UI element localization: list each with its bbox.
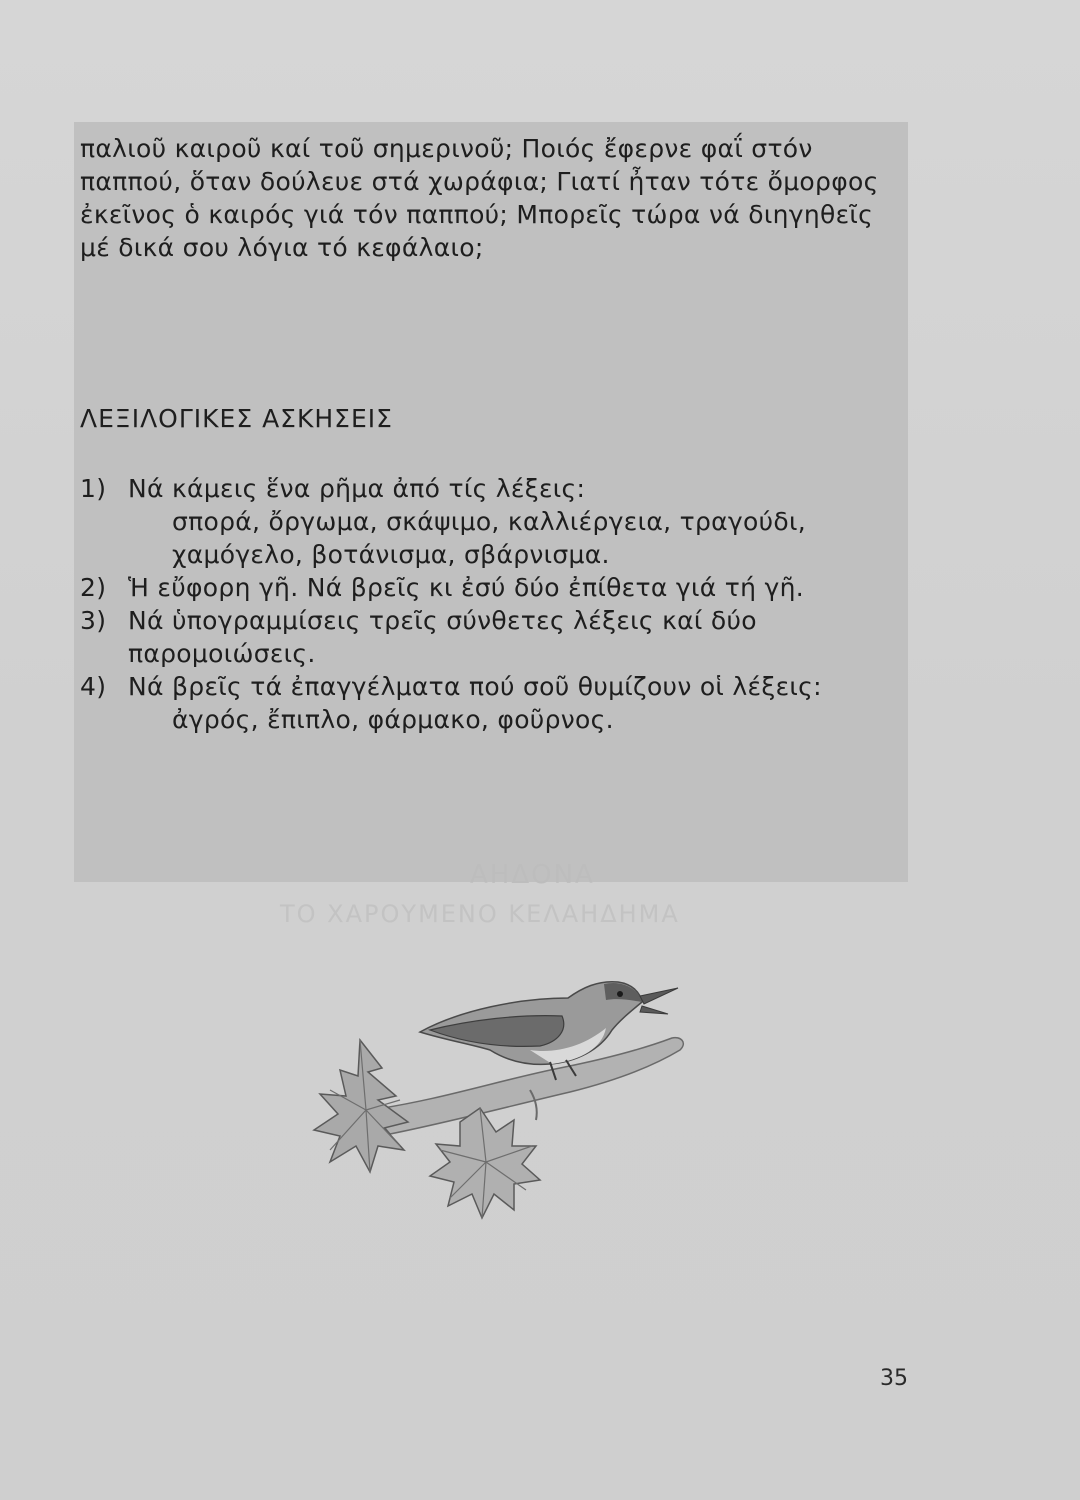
exercise-item [80,472,910,571]
bleed-through-subtitle: ΤΟ ΧΑΡΟΥΜΕΝΟ ΚΕΛΑΗΔΗΜΑ [280,900,680,928]
exercise-list [80,472,910,736]
intro-paragraph: παλιοῦ καιροῦ καί τοῦ σημερινοῦ; Ποιός ἔφερνε φαΐ στόν παππού, ὅταν δούλευε στά χωράφια; Γιατί ἦταν τότε ὄμορφος ἐκεῖνος ὁ καιρός γιά τόν παππού; Μπορεῖς τώρα νά διηγηθεῖς μέ δικά σου λόγια τό κεφάλαιο; [80,134,879,262]
section-title: ΛΕΞΙΛΟΓΙΚΕΣ ΑΣΚΗΣΕΙΣ [80,404,393,433]
exercise-item [80,604,910,670]
exercise-item [80,670,910,736]
exercise-detail: ἀγρός, ἔπιπλο, φάρμακο, φοῦρνος. [172,705,614,734]
bird-on-branch-illustration [300,950,700,1230]
bird-beak-lower [640,1006,668,1014]
exercise-number: 4) [80,672,107,701]
bird-eye [617,991,623,997]
exercise-text: Ἡ εὔφορη γῆ. Νά βρεῖς κι ἐσύ δύο ἐπίθετα γιά τή γῆ. [128,573,804,602]
bird-head-shape [604,983,642,1002]
bleed-through-title: ΑΗΔΟΝΑ [470,860,595,890]
exercise-text: Νά ὑπογραμμίσεις τρεῖς σύνθετες λέξεις καί δύο παρομοιώσεις. [128,606,757,668]
exercise-text: Νά κάμεις ἕνα ρῆμα ἀπό τίς λέξεις: [128,474,586,503]
page-number: 35 [880,1366,908,1391]
exercise-item [80,571,910,604]
bird-beak-upper [640,988,678,1004]
exercise-detail: σπορά, ὄργωμα, σκάψιμο, καλλιέργεια, τραγούδι, χαμόγελο, βοτάνισμα, σβάρνισμα. [172,507,806,569]
exercise-number: 3) [80,606,107,635]
exercise-number: 1) [80,474,107,503]
exercise-text: Νά βρεῖς τά ἐπαγγέλματα πού σοῦ θυμίζουν οἱ λέξεις: [128,672,822,701]
exercise-number: 2) [80,573,107,602]
